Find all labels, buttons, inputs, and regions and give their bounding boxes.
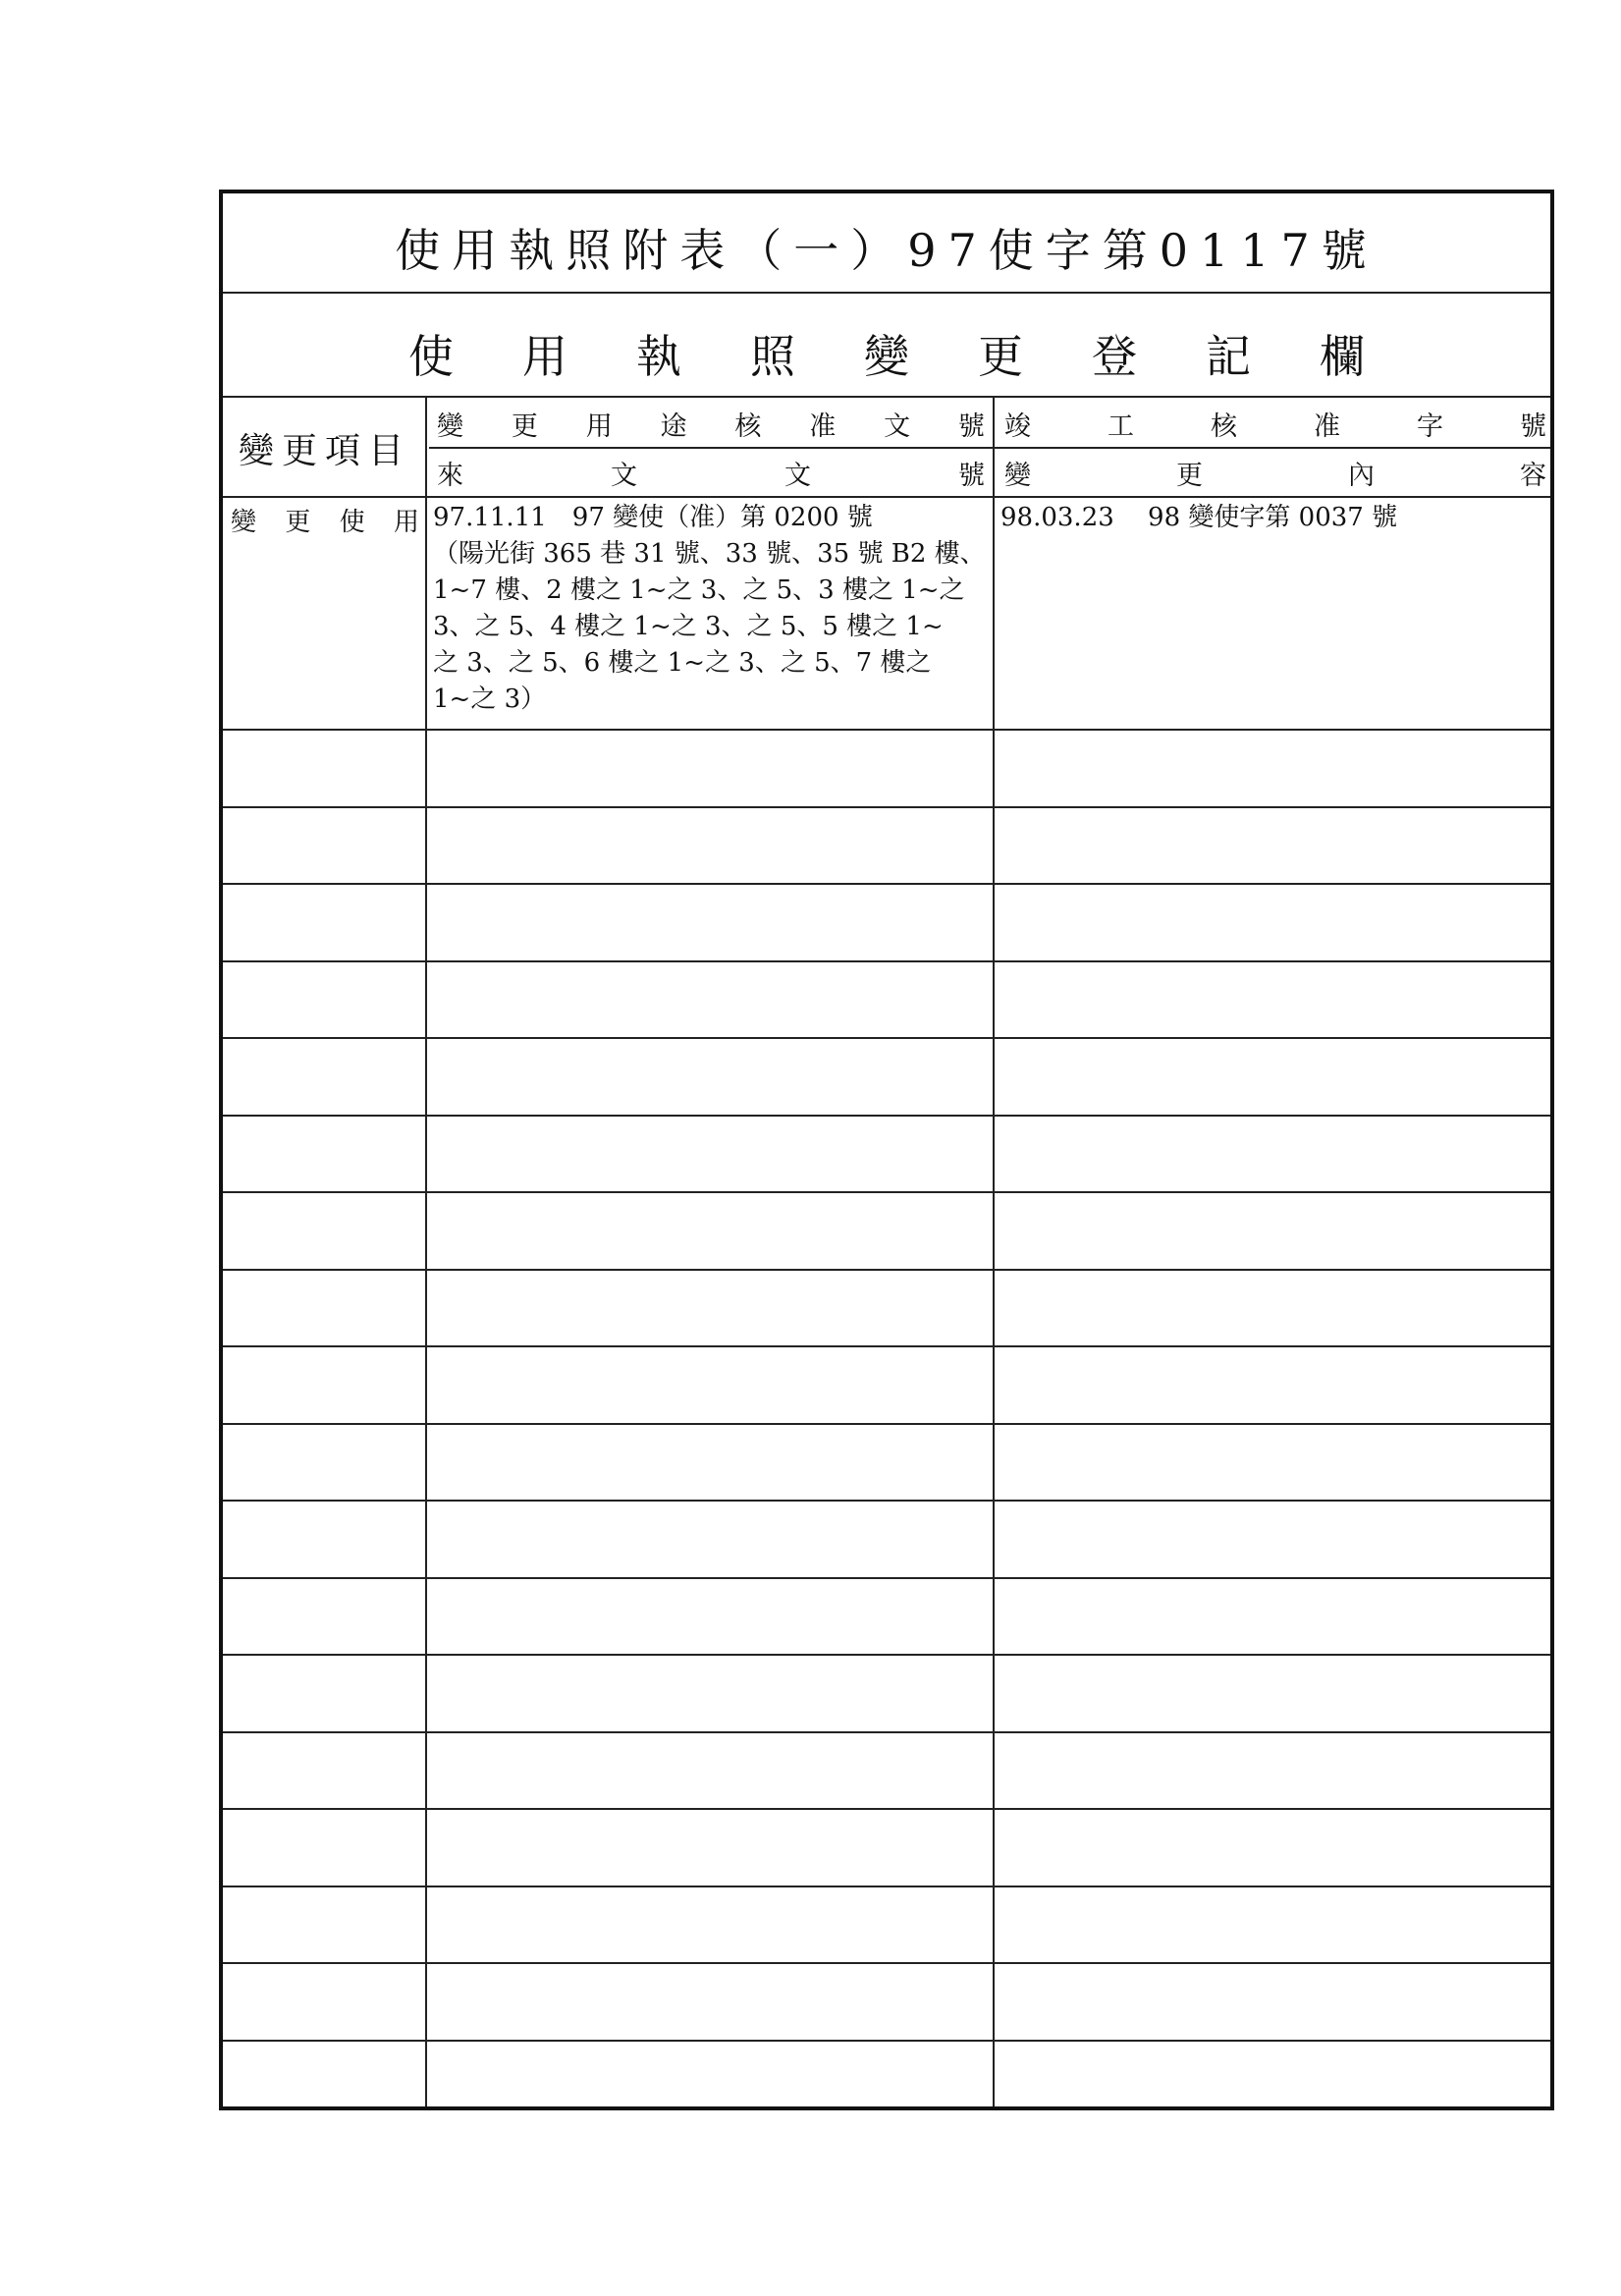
row-completion-no: 98.03.23 98 變使字第 0037 號 — [1000, 503, 1398, 532]
label-char: 號 — [957, 410, 985, 442]
label-char: 使 — [339, 507, 365, 537]
label-char: 准 — [1314, 410, 1340, 442]
row-divider — [223, 1345, 1550, 1347]
row-divider — [223, 2040, 1550, 2042]
document-title: 使用執照附表（一）97使字第0117號 — [395, 224, 1378, 277]
header-approval-doc-no — [433, 402, 989, 445]
label-char: 更 — [1176, 460, 1203, 491]
row-approval-doc — [433, 500, 986, 718]
label-char: 工 — [1108, 410, 1134, 442]
header-change-item-label: 變更項目 — [238, 430, 411, 471]
header-completion-no — [1000, 402, 1550, 445]
label-char: 核 — [1211, 410, 1237, 442]
divider — [223, 496, 1550, 498]
label-char: 用 — [585, 410, 613, 442]
label-char: 來 — [437, 460, 463, 491]
divider — [223, 396, 1550, 398]
label-char: 文 — [884, 410, 911, 442]
header-incoming-doc-no — [433, 451, 989, 494]
label-char: 途 — [660, 410, 687, 442]
row-divider — [223, 1115, 1550, 1117]
label-char: 竣 — [1004, 410, 1031, 442]
row-divider — [223, 1808, 1550, 1810]
row-divider — [223, 729, 1550, 731]
doc-line: （陽光街 365 巷 31 號、33 號、35 號 B2 樓、 — [433, 539, 986, 569]
row-change-item — [227, 500, 423, 539]
label-char: 變 — [437, 410, 463, 442]
doc-line: 97.11.11 97 變使（准）第 0200 號 — [433, 503, 873, 532]
row-divider — [223, 1191, 1550, 1193]
row-divider — [223, 1654, 1550, 1656]
label-char: 號 — [958, 460, 985, 491]
header-change-item — [227, 402, 423, 494]
row-divider — [223, 883, 1550, 885]
label-char: 容 — [1520, 460, 1546, 491]
row-divider — [223, 1962, 1550, 1964]
label-char: 變 — [231, 507, 257, 537]
row-divider — [223, 1731, 1550, 1733]
label-char: 變 — [1004, 460, 1031, 491]
row-divider — [223, 1886, 1550, 1887]
label-char: 准 — [809, 410, 837, 442]
header-change-content — [1000, 451, 1550, 494]
label-char: 文 — [611, 460, 637, 491]
doc-line: 3、之 5、4 樓之 1~之 3、之 5、5 樓之 1~ — [433, 612, 944, 641]
column-divider — [993, 396, 995, 2106]
row-divider — [223, 960, 1550, 962]
label-char: 內 — [1348, 460, 1375, 491]
column-divider — [425, 396, 427, 2106]
divider — [429, 447, 1550, 449]
row-divider — [223, 1577, 1550, 1579]
label-char: 用 — [393, 507, 419, 537]
row-divider — [223, 806, 1550, 808]
row-divider — [223, 1423, 1550, 1425]
change-registration-table — [219, 190, 1554, 2110]
row-divider — [223, 1269, 1550, 1271]
label-char: 文 — [784, 460, 811, 491]
label-char: 字 — [1417, 410, 1443, 442]
row-divider — [223, 1037, 1550, 1039]
doc-line: 之 3、之 5、6 樓之 1~之 3、之 5、7 樓之 — [433, 648, 932, 678]
divider — [223, 292, 1550, 294]
doc-line: 1~之 3） — [433, 684, 547, 714]
row-divider — [223, 1500, 1550, 1502]
label-char: 核 — [734, 410, 762, 442]
label-char: 更 — [285, 507, 311, 537]
doc-line: 1~7 樓、2 樓之 1~之 3、之 5、3 樓之 1~之 — [433, 575, 965, 605]
label-char: 號 — [1520, 410, 1546, 442]
document-subtitle: 使用執照變更登記欄 — [408, 330, 1433, 383]
label-char: 更 — [511, 410, 538, 442]
